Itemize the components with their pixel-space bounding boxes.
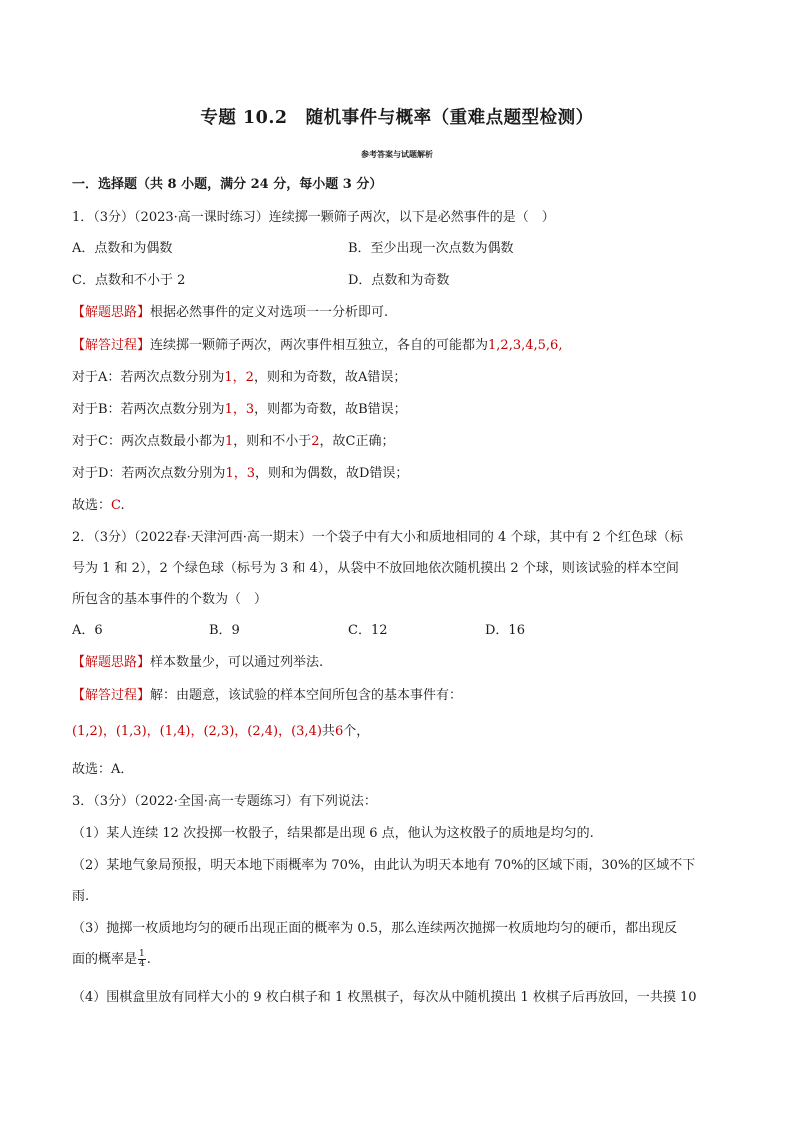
q1-proc-values: 1,2,3,4,5,6, — [488, 338, 563, 353]
q1-options-row1 — [72, 241, 514, 256]
q1-analysis-b — [72, 403, 407, 416]
q2-option-b: B．9 — [209, 623, 240, 638]
q2-process — [72, 689, 462, 702]
q1-c-text1: 对于C：两次点数最小都为 — [72, 434, 225, 449]
q1-answer-end: . — [120, 498, 125, 513]
q3-statement-2a: （2）某地气象局预报，明天本地下雨概率为 70%，由此认为明天本地有 70%的区域下雨，30%的区域不下 — [72, 858, 696, 873]
q1-c-text2: ，则和不小于 — [233, 434, 312, 449]
q1-a-text2: ，则和为奇数，故A错误； — [253, 370, 407, 385]
q3-statement-3a: （3）抛掷一枚质地均匀的硬币出现正面的概率为 0.5，那么连续两次抛掷一枚质地均匀的硬币，都出现反 — [72, 921, 678, 936]
q3-stem: 3．（3分）（2022·全国·高一专题练习）有下列说法： — [72, 794, 377, 809]
q1-c-text3: ，故C正确； — [319, 434, 395, 449]
q1-proc-tag: 【解答过程】 — [72, 338, 151, 353]
q2-idea-tag: 【解题思路】 — [72, 655, 151, 670]
q3-statement-4: （4）围棋盒里放有同样大小的 9 枚白棋子和 1 枚黑棋子，每次从中随机摸出 1 枚棋子后再放回，一共摸 10 — [72, 990, 697, 1005]
fraction-numerator: 1 — [139, 949, 145, 959]
q1-a-values: 1，2 — [224, 370, 254, 385]
q1-options-row2 — [72, 273, 450, 288]
q1-answer-label: 故选： — [72, 498, 112, 513]
q2-idea-text: 样本数量少，可以通过列举法. — [150, 655, 324, 670]
q2-event-pairs: (1,2)，(1,3)，(1,4)，(2,3)，(2,4)，(3,4) — [72, 724, 322, 739]
q1-b-values: 1，3 — [224, 402, 255, 417]
q1-answer-value: C — [111, 498, 121, 513]
q2-proc-tag: 【解答过程】 — [72, 688, 151, 703]
q1-idea — [72, 306, 388, 319]
q2-stem-line1: 2．（3分）（2022春·天津河西·高一期末）一个袋子中有大小和质地相同的 4 个球，其中有 2 个红色球（标 — [72, 530, 683, 545]
q2-event-list — [72, 725, 369, 738]
q2-option-a: A．6 — [72, 623, 103, 638]
q2-list-end: 个， — [343, 724, 370, 739]
q1-proc-text: 连续掷一颗筛子两次，两次事件相互独立，各自的可能都为 — [150, 338, 489, 353]
section-heading: 一．选择题（共 8 小题，满分 24 分，每小题 3 分） — [72, 177, 383, 192]
q1-b-text2: ，则都为奇数，故B错误； — [254, 402, 407, 417]
page-title: 专题 10.2 随机事件与概率（重难点题型检测） — [200, 108, 594, 128]
q1-analysis-d — [72, 467, 408, 480]
q3-s3b-end: . — [146, 952, 151, 967]
q3-statement-1: （1）某人连续 12 次投掷一枚骰子，结果都是出现 6 点，他认为这枚骰子的质地是均匀的. — [72, 826, 594, 841]
q1-c-value1: 1 — [224, 434, 234, 449]
q1-option-b: B．至少出现一次点数为偶数 — [348, 241, 514, 256]
q2-options — [72, 623, 525, 638]
q1-stem: 1．（3分）（2023·高一课时练习）连续掷一颗筛子两次，以下是必然事件的是（ ） — [72, 210, 555, 225]
q1-c-value2: 2 — [311, 434, 320, 449]
q1-process — [72, 339, 562, 352]
q2-stem-line3: 所包含的基本事件的个数为（ ） — [72, 592, 268, 607]
q2-proc-text: 解：由题意，该试验的样本空间所包含的基本事件有： — [150, 688, 463, 703]
q3-s3b-text: 面的概率是 — [72, 952, 138, 967]
q3-statement-2b: 雨. — [72, 889, 90, 904]
q2-idea — [72, 656, 323, 669]
q2-list-count: 6 — [334, 724, 344, 739]
q1-a-text1: 对于A：若两次点数分别为 — [72, 370, 225, 385]
q1-option-d: D．点数和为奇数 — [348, 273, 450, 288]
q1-idea-text: 根据必然事件的定义对选项一一分析即可. — [150, 305, 389, 320]
q2-stem-line2: 号为 1 和 2），2 个绿色球（标号为 3 和 4），从袋中不放回地依次随机摸出 2 个球，则该试验的样本空间 — [72, 561, 679, 576]
q1-d-text2: ，则和为偶数，故D错误； — [254, 466, 409, 481]
q1-b-text1: 对于B：若两次点数分别为 — [72, 402, 225, 417]
q1-answer — [72, 499, 125, 512]
q2-option-d: D．16 — [485, 623, 525, 638]
fraction-one-quarter — [138, 950, 146, 969]
q1-analysis-c — [72, 435, 394, 448]
q2-option-c: C．12 — [348, 623, 388, 638]
q1-option-c: C．点数和不小于 2 — [72, 273, 186, 288]
q1-analysis-a — [72, 371, 406, 384]
q1-option-a: A．点数和为偶数 — [72, 241, 173, 256]
q2-list-mid: 共 — [321, 724, 335, 739]
q1-d-values: 1，3 — [225, 466, 255, 481]
page-subtitle: 参考答案与试题解析 — [361, 149, 433, 159]
q1-d-text1: 对于D：若两次点数分别为 — [72, 466, 226, 481]
fraction-denominator: 4 — [139, 959, 145, 969]
q3-statement-3b — [72, 950, 151, 969]
q2-answer: 故选：A． — [72, 762, 134, 777]
q1-idea-tag: 【解题思路】 — [72, 305, 151, 320]
